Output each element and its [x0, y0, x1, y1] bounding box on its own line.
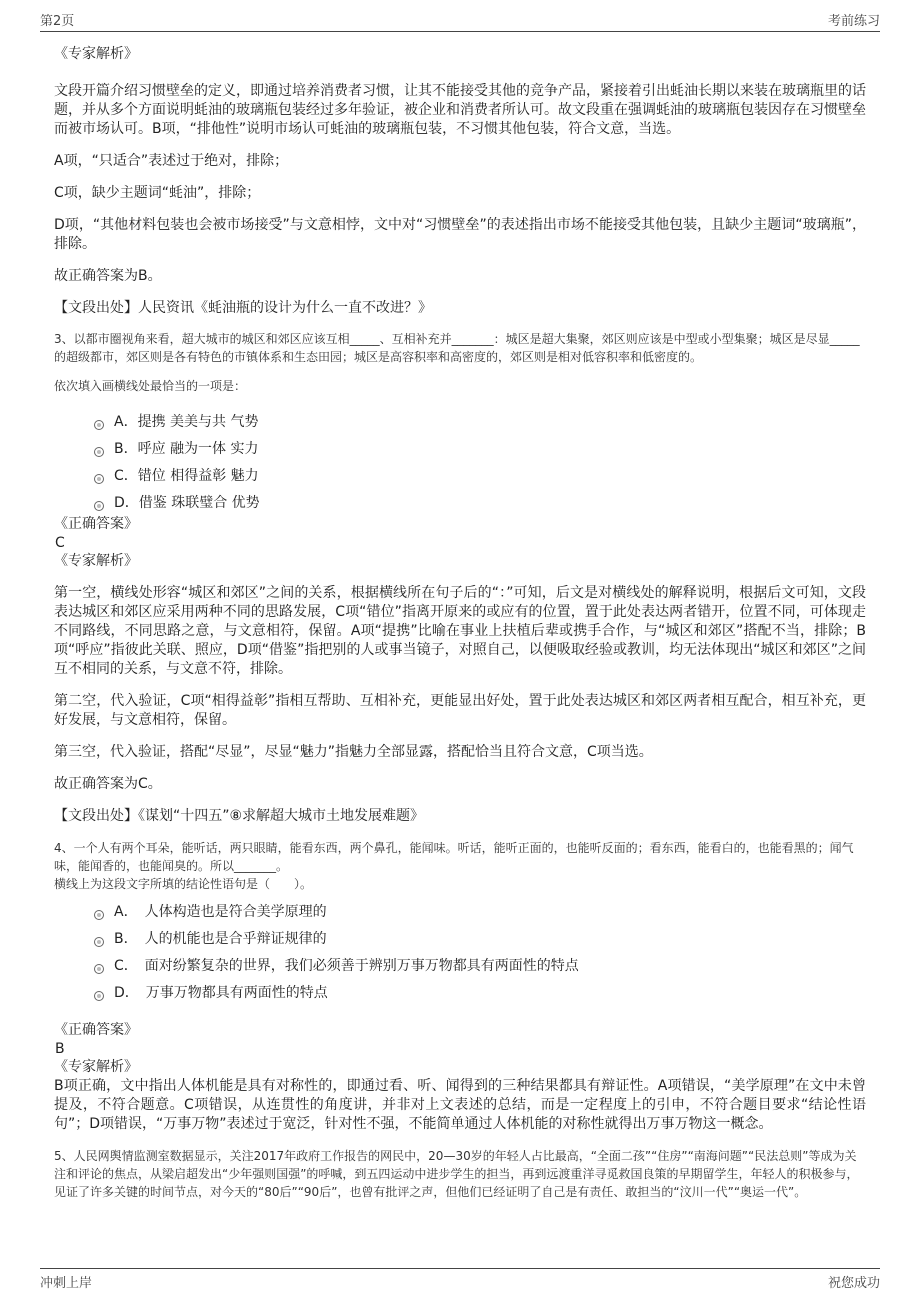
q4-option-c[interactable]: [94, 951, 866, 978]
q2-source: 【文段出处】人民资讯《蚝油瓶的设计为什么一直不改进？》: [54, 300, 432, 316]
q3-prompt: 依次填入画横线处最恰当的一项是：: [54, 379, 247, 393]
radio-icon[interactable]: [94, 447, 104, 457]
q3-option-c[interactable]: [94, 461, 866, 488]
option-label: A． 人体构造也是符合美学原理的: [114, 903, 327, 920]
q3-option-d[interactable]: [94, 488, 866, 515]
q3-option-a[interactable]: [94, 407, 866, 434]
radio-icon[interactable]: [94, 474, 104, 484]
q2-conclusion: 故正确答案为B。: [54, 268, 162, 284]
header-title: 考前练习: [827, 14, 880, 29]
radio-icon[interactable]: [94, 420, 104, 430]
option-label: B． 人的机能也是合乎辩证规律的: [114, 930, 327, 947]
radio-icon[interactable]: [94, 991, 104, 1001]
radio-icon[interactable]: [94, 501, 104, 511]
q4-expert-label: 《专家解析》: [54, 1059, 138, 1075]
q3-answer: C: [55, 535, 65, 551]
option-label: A．提携 美美与共 气势: [114, 413, 259, 430]
q3-analysis-3: 第三空，代入验证，搭配“尽显”，尽显“魅力”指魅力全部显露，搭配恰当且符合文意，C项当选。: [54, 744, 653, 760]
option-label: B．呼应 融为一体 实力: [114, 440, 259, 457]
page-footer: [40, 1270, 880, 1292]
q4-stem: 4、一个人有两个耳朵，能听话，两只眼睛，能看东西，两个鼻孔，能闻味。听话，能听正面的，也能听反面的；看东西，能看白的，也能看黑的；闻气味，能闻香的，也能闻臭的。所以_______。: [54, 841, 854, 873]
q2-expert-label: 《专家解析》: [54, 46, 138, 62]
option-label: D．借鉴 珠联璧合 优势: [114, 494, 260, 511]
q4-answer-label: 《正确答案》: [54, 1022, 138, 1038]
q3-analysis-2: 第二空，代入验证，C项“相得益彰”指相互帮助、互相补充，更能显出好处，置于此处表达城区和郊区两者相互配合，相互补充，更好发展，与文意相符，保留。: [54, 693, 866, 728]
option-label: D． 万事万物都具有两面性的特点: [114, 984, 328, 1001]
q2-analysis: 文段开篇介绍习惯壁垒的定义，即通过培养消费者习惯，让其不能接受其他的竞争产品，紧接着引出蚝油长期以来装在玻璃瓶里的话题，并从多个方面说明蚝油的玻璃瓶包装经过多年验证，被企业和消费者所认可。故文段重在强调蚝油的玻璃瓶包装因存在习惯壁垒而被市场认可。B项，“排他性”说明市场认可蚝油的玻璃瓶包装，不习惯其他包装，符合文意，当选。: [54, 83, 866, 137]
q3-source: 【文段出处】《谋划“十四五”⑧求解超大城市土地发展难题》: [54, 808, 425, 824]
q3-stem: 3、以都市圈视角来看，超大城市的城区和郊区应该互相_____、互相补充并_______：城区是超大集聚，郊区则应该是中型或小型集聚；城区是尽显_____的超级都市，郊区则是各有特色的市镇体系和生态田园；城区是高容积率和高密度的，郊区则是相对低容积率和低密度的。: [54, 332, 860, 364]
q2-analysis-d: D项，“其他材料包装也会被市场接受”与文意相悖，文中对“习惯壁垒”的表述指出市场不能接受其他包装，且缺少主题词“玻璃瓶”，排除。: [54, 217, 866, 252]
q4-option-b[interactable]: [94, 924, 866, 951]
q3-expert-label: 《专家解析》: [54, 553, 138, 569]
q4-option-d[interactable]: [94, 978, 866, 1005]
q3-option-b[interactable]: [94, 434, 866, 461]
header-divider: [40, 31, 880, 32]
q4-answer: B: [55, 1041, 65, 1057]
q3-answer-label: 《正确答案》: [54, 516, 138, 532]
q5-stem: 5、人民网舆情监测室数据显示，关注2017年政府工作报告的网民中，20—30岁的年轻人占比最高，“全面二孩”“住房”“南海问题”“民法总则”等成为关注和评论的焦点，从梁启超发出“少年强则国强”的呼喊，到五四运动中进步学生的担当，再到远渡重洋寻觅救国良策的早期留学生，年轻人的积极参与，见证了许多关键的时间节点，对今天的“80后”“90后”，也曾有批评之声，但他们已经证明了自己是有责任、敢担当的“汶川一代”“奥运一代”。: [54, 1149, 859, 1199]
document-body: [54, 40, 866, 1201]
q4-prompt: 横线上为这段文字所填的结论性语句是（ ）。: [54, 877, 313, 891]
footer-divider: [40, 1268, 880, 1269]
q3-analysis-1: 第一空，横线处形容“城区和郊区”之间的关系，根据横线所在句子后的“：”可知，后文是对横线处的解释说明，根据后文可知，文段表达城区和郊区应采用两种不同的思路发展，C项“错位”指离开原来的或应有的位置，置于此处表达两者错开，位置不同，可体现走不同路线，不同思路之意，与文意相符，保留。A项“提携”比喻在事业上扶植后辈或携手合作，与“城区和郊区”搭配不当，排除；B项“呼应”指彼此关联、照应，D项“借鉴”指把别的人或事当镜子，对照自己，以便吸取经验或教训，均无法体现出“城区和郊区”之间互不相同的关系，与文意不符，排除。: [54, 585, 866, 677]
option-label: C． 面对纷繁复杂的世界，我们必须善于辨别万事万物都具有两面性的特点: [114, 957, 579, 974]
radio-icon[interactable]: [94, 937, 104, 947]
option-label: C．错位 相得益彰 魅力: [114, 467, 259, 484]
page-header: [40, 8, 880, 30]
q4-options: [54, 897, 866, 1005]
q3-conclusion: 故正确答案为C。: [54, 776, 162, 792]
radio-icon[interactable]: [94, 964, 104, 974]
footer-right-text: 祝您成功: [827, 1276, 880, 1291]
page-number: 第2页: [40, 14, 75, 29]
q4-analysis: B项正确，文中指出人体机能是具有对称性的，即通过看、听、闻得到的三种结果都具有辩证性。A项错误，“美学原理”在文中未曾提及，不符合题意。C项错误，从连贯性的角度讲，并非对上文表述的总结，而是一定程度上的引申，不符合题目要求“结论性语句”；D项错误，“万事万物”表述过于宽泛，针对性不强，不能简单通过人体机能的对称性就得出万事万物这一概念。: [54, 1078, 866, 1132]
q4-option-a[interactable]: [94, 897, 866, 924]
q2-analysis-c: C项，缺少主题词“蚝油”，排除；: [54, 185, 261, 201]
radio-icon[interactable]: [94, 910, 104, 920]
q2-analysis-a: A项，“只适合”表述过于绝对，排除；: [54, 153, 289, 169]
q3-options: [54, 407, 866, 515]
footer-left-text: 冲刺上岸: [40, 1276, 93, 1291]
